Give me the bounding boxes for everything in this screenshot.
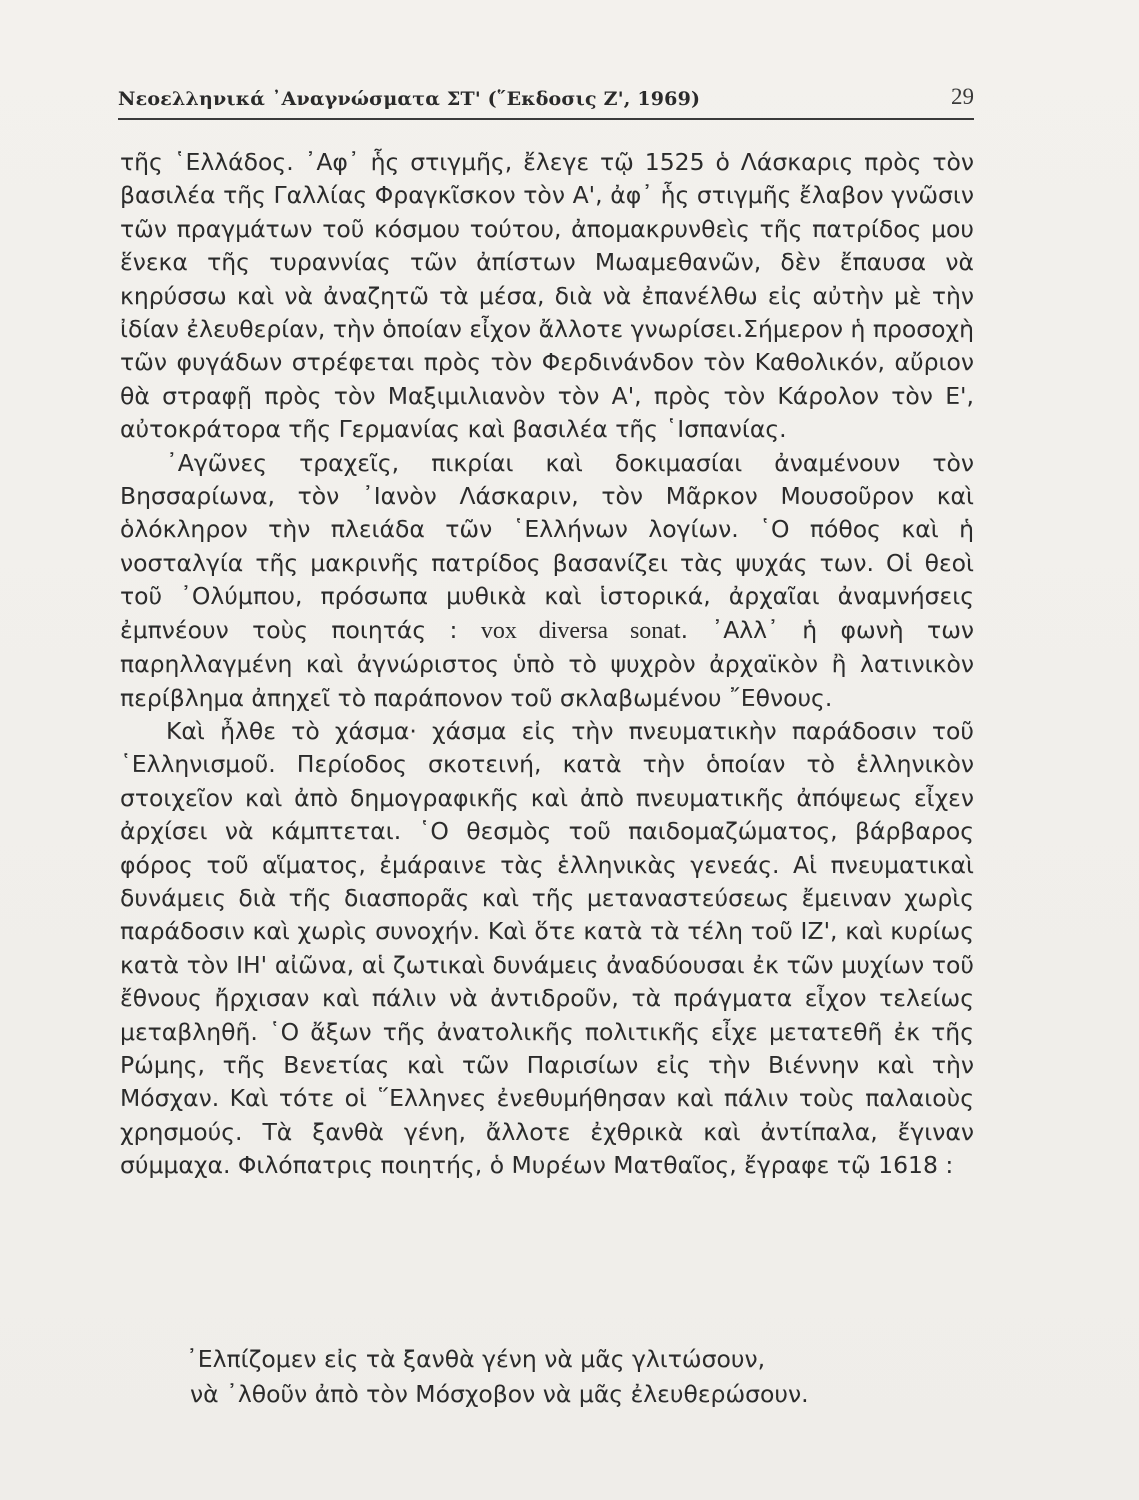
verse-line-1: ᾿Ελπίζομεν εἰς τὰ ξανθὰ γένη νὰ μᾶς γλιτώσουν, [186, 1345, 766, 1373]
latin-quote: vox diversa sonat [480, 617, 681, 644]
page-number: 29 [951, 84, 974, 109]
paragraph-2-text-a: ᾿Αγῶνες τραχεῖς, πικρίαι καὶ δοκιμασίαι ἀναμένουν τὸν Βησσαρίωνα, τὸν ᾿Ιανὸν Λάσκαριν, τὸν Μᾶρκον Μουσοῦρον καὶ ὁλόκληρον τὴν πλειάδα τῶν ῾Ελλήνων λογίων. ῾Ο πόθος καὶ ἡ νοσταλγία τῆς μακρινῆς πατρίδος βασανίζει τὰς ψυχάς των. Οἱ θεοὶ τοῦ ᾿Ολύμπου, πρόσωπα μυθικὰ καὶ ἱστορικά, ἀρχαῖαι ἀναμνήσεις ἐμπνέουν τοὺς ποιητάς : [120, 448, 974, 644]
running-header-title: Νεοελληνικά ᾿Αναγνώσματα ΣΤ' (῞Εκδοσις Ζ', 1969) [118, 88, 701, 110]
paragraph-3 [120, 715, 974, 1183]
paragraph-2 [120, 447, 974, 715]
paragraph-1 [120, 146, 974, 447]
main-text [120, 146, 974, 1183]
paragraph-1-text: τῆς ῾Ελλάδος. ᾿Αφ᾿ ἧς στιγμῆς, ἔλεγε τῷ 1525 ὁ Λάσκαρις πρὸς τὸν βασιλέα τῆς Γαλλίας Φραγκῖσκον τὸν Α', ἀφ᾿ ἧς στιγμῆς ἔλαβον γνῶσιν τῶν πραγμάτων τοῦ κόσμου τούτου, ἀπομακρυνθεὶς τῆς πατρίδος μου ἕνεκα τῆς τυραννίας τῶν ἀπίστων Μωαμεθανῶν, δὲν ἔπαυσα νὰ κηρύσσω καὶ νὰ ἀναζητῶ τὰ μέσα, διὰ νὰ ἐπανέλθω εἰς αὐτὴν μὲ τὴν ἰδίαν ἐλευθερίαν, τὴν ὁποίαν εἶχον ἄλλοτε γνωρίσει.Σήμερον ἡ προσοχὴ τῶν φυγάδων στρέφεται πρὸς τὸν Φερδινάνδον τὸν Καθολικόν, αὔριον θὰ στραφῇ πρὸς τὸν Μαξιμιλιανὸν τὸν Α', πρὸς τὸν Κάρολον τὸν Ε', αὐτοκράτορα τῆς Γερμανίας καὶ βασιλέα τῆς ῾Ισπανίας. [120, 148, 975, 444]
verse-quotation [186, 1342, 966, 1412]
paragraph-3-text: Καὶ ἦλθε τὸ χάσμα· χάσμα εἰς τὴν πνευματικὴν παράδοσιν τοῦ ῾Ελληνισμοῦ. Περίοδος σκοτεινή, κατὰ τὴν ὁποίαν τὸ ἑλληνικὸν στοιχεῖον καὶ ἀπὸ δημογραφικῆς καὶ ἀπὸ πνευματικῆς ἀπόψεως εἶχεν ἀρχίσει νὰ κάμπτεται. ῾Ο θεσμὸς τοῦ παιδομαζώματος, βάρβαρος φόρος τοῦ αἵματος, ἐμάραινε τὰς ἑλληνικὰς γενεάς. Αἱ πνευματικαὶ δυνάμεις διὰ τῆς διασπορᾶς καὶ τῆς μεταναστεύσεως ἔμειναν χωρὶς παράδοσιν καὶ χωρὶς συνοχήν. Καὶ ὅτε κατὰ τὰ τέλη τοῦ ΙΖ', καὶ κυρίως κατὰ τὸν ΙΗ' αἰῶνα, αἱ ζωτικαὶ δυνάμεις ἀναδύουσαι ἐκ τῶν μυχίων τοῦ ἔθνους ἤρχισαν καὶ πάλιν νὰ ἀντιδροῦν, τὰ πράγματα εἶχον τελείως μεταβληθῆ. ῾Ο ἄξων τῆς ἀνατολικῆς πολιτικῆς εἶχε μετατεθῆ ἐκ τῆς Ρώμης, τῆς Βενετίας καὶ τῶν Παρισίων εἰς τὴν Βιέννην καὶ τὴν Μόσχαν. Καὶ τότε οἱ ῞Ελληνες ἐνεθυμήθησαν καὶ πάλιν τοὺς παλαιοὺς χρησμούς. Τὰ ξανθὰ γένη, ἄλλοτε ἐχθρικὰ καὶ ἀντίπαλα, ἔγιναν σύμμαχα. Φιλόπατρις ποιητής, ὁ Μυρέων Ματθαῖος, ἔγραφε τῷ 1618 : [120, 716, 974, 1180]
paragraph-2-text-b: . ᾿Αλλ᾿ ἡ φωνὴ των παρηλλαγμένη καὶ ἀγνώριστος ὑπὸ τὸ ψυχρὸν ἀρχαϊκὸν ἢ λατινικὸν περίβλημα ἀπηχεῖ τὸ παράπονον τοῦ σκλαβωμένου ῎Εθνους. [120, 615, 974, 712]
header-rule [118, 118, 974, 120]
running-header [118, 82, 974, 116]
verse-line-2: νὰ ᾿λθοῦν ἀπὸ τὸν Μόσχοβον νὰ μᾶς ἐλευθερώσουν. [190, 1380, 809, 1408]
